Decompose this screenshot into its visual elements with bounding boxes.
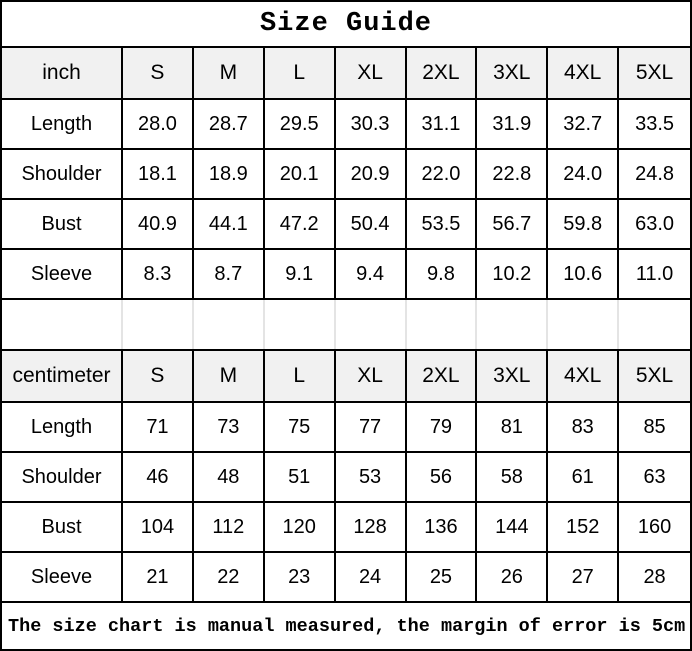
value-cell: 83 [548,403,619,453]
value-cell: 56 [407,453,478,503]
value-cell: 26 [477,553,548,603]
value-cell: 30.3 [336,100,407,150]
value-cell: 40.9 [123,200,194,250]
spacer-cell [407,300,478,349]
value-cell: 9.8 [407,250,478,300]
size-header-cell: 3XL [477,351,548,403]
size-table-centimeter [2,351,690,603]
value-cell: 160 [619,503,690,553]
row-label-cell: Shoulder [2,150,123,200]
size-header-cell: S [123,351,194,403]
value-cell: 46 [123,453,194,503]
value-cell: 20.1 [265,150,336,200]
row-label-cell: Sleeve [2,553,123,603]
value-cell: 8.7 [194,250,265,300]
size-header-cell: M [194,351,265,403]
footer-note: The size chart is manual measured, the margin of error is 5cm [8,615,686,637]
value-cell: 63.0 [619,200,690,250]
value-cell: 79 [407,403,478,453]
value-cell: 10.2 [477,250,548,300]
spacer-cell [2,300,123,349]
value-cell: 51 [265,453,336,503]
spacer-cell [336,300,407,349]
value-cell: 28.7 [194,100,265,150]
value-cell: 10.6 [548,250,619,300]
value-cell: 53 [336,453,407,503]
value-cell: 120 [265,503,336,553]
value-cell: 152 [548,503,619,553]
value-cell: 75 [265,403,336,453]
size-header-cell: L [265,351,336,403]
size-header-cell: XL [336,351,407,403]
value-cell: 31.1 [407,100,478,150]
size-header-cell: 4XL [548,48,619,100]
value-cell: 63 [619,453,690,503]
value-cell: 18.1 [123,150,194,200]
value-cell: 24 [336,553,407,603]
value-cell: 27 [548,553,619,603]
value-cell: 71 [123,403,194,453]
value-cell: 59.8 [548,200,619,250]
value-cell: 33.5 [619,100,690,150]
value-cell: 31.9 [477,100,548,150]
spacer-row [2,300,690,351]
spacer-cell [123,300,194,349]
value-cell: 20.9 [336,150,407,200]
row-label-cell: Bust [2,503,123,553]
row-label-cell: Length [2,100,123,150]
value-cell: 77 [336,403,407,453]
size-header-cell: 3XL [477,48,548,100]
value-cell: 112 [194,503,265,553]
value-cell: 44.1 [194,200,265,250]
value-cell: 58 [477,453,548,503]
value-cell: 53.5 [407,200,478,250]
size-header-cell: XL [336,48,407,100]
spacer-cell [194,300,265,349]
value-cell: 23 [265,553,336,603]
value-cell: 48 [194,453,265,503]
value-cell: 28.0 [123,100,194,150]
value-cell: 85 [619,403,690,453]
value-cell: 136 [407,503,478,553]
value-cell: 28 [619,553,690,603]
value-cell: 50.4 [336,200,407,250]
value-cell: 8.3 [123,250,194,300]
value-cell: 29.5 [265,100,336,150]
size-header-cell: S [123,48,194,100]
value-cell: 56.7 [477,200,548,250]
value-cell: 47.2 [265,200,336,250]
value-cell: 73 [194,403,265,453]
value-cell: 81 [477,403,548,453]
size-header-cell: 4XL [548,351,619,403]
value-cell: 18.9 [194,150,265,200]
spacer-cell [619,300,690,349]
value-cell: 24.0 [548,150,619,200]
value-cell: 61 [548,453,619,503]
row-label-cell: Bust [2,200,123,250]
size-header-cell: 5XL [619,48,690,100]
size-header-cell: 2XL [407,351,478,403]
value-cell: 144 [477,503,548,553]
size-header-cell: 5XL [619,351,690,403]
value-cell: 9.4 [336,250,407,300]
unit-header-cell: centimeter [2,351,123,403]
size-header-cell: 2XL [407,48,478,100]
value-cell: 32.7 [548,100,619,150]
spacer-cell [548,300,619,349]
value-cell: 22.8 [477,150,548,200]
value-cell: 24.8 [619,150,690,200]
row-label-cell: Sleeve [2,250,123,300]
size-header-cell: M [194,48,265,100]
value-cell: 25 [407,553,478,603]
spacer-cell [477,300,548,349]
size-table-inch [2,48,690,300]
size-header-cell: L [265,48,336,100]
page-title: Size Guide [2,2,690,48]
value-cell: 21 [123,553,194,603]
value-cell: 22.0 [407,150,478,200]
unit-header-cell: inch [2,48,123,100]
value-cell: 22 [194,553,265,603]
value-cell: 104 [123,503,194,553]
value-cell: 11.0 [619,250,690,300]
value-cell: 9.1 [265,250,336,300]
row-label-cell: Length [2,403,123,453]
value-cell: 128 [336,503,407,553]
spacer-cell [265,300,336,349]
row-label-cell: Shoulder [2,453,123,503]
